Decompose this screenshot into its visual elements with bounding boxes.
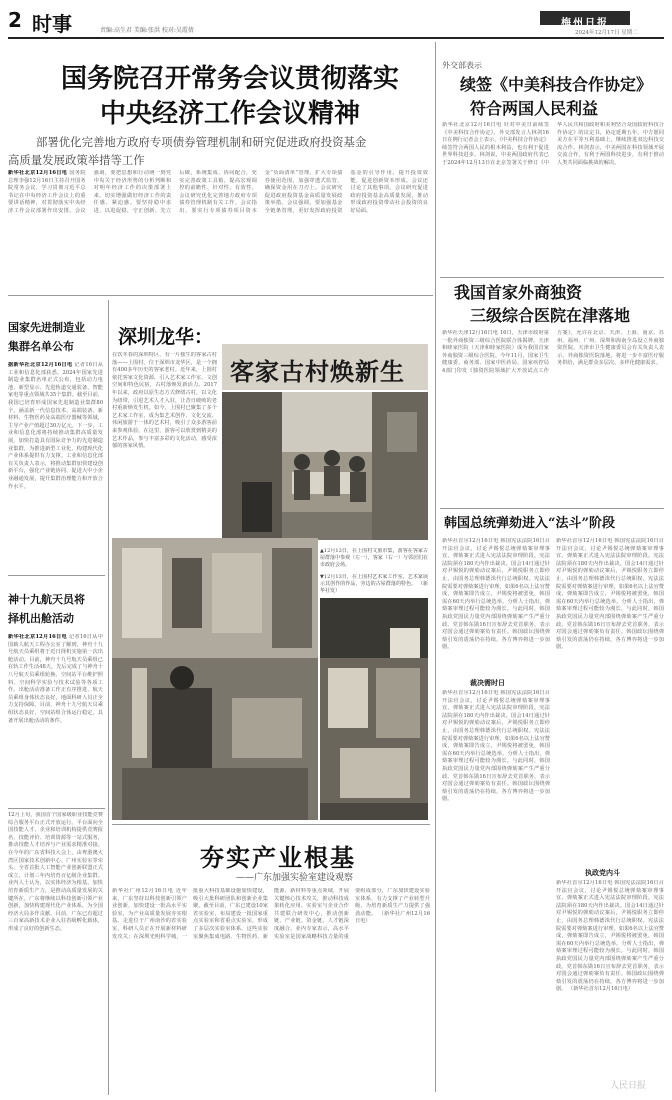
right-a-title-line1: 续签《中美科技合作协定》 bbox=[460, 75, 653, 94]
left-b-text: 记者16日从中国载人航天工程办公室了解到，神舟十九号航天员乘组将于近日择机实施第一次出舱活动。目前，神舟十九号航天员乘组已在轨工作生活48天，先后完成了与神舟十八号航天员乘组轮换、空间站平台维护照料、空间科学实验与技术试验等各项工作。出舱活动准备工作正有序推进，航天员乘组身体状态良好，地面科研人员正全力支持保障。目前，神舟十九号航天员乘组状态良好，空间站组合体运行稳定，具备开展出舱活动的条件。 bbox=[8, 634, 103, 724]
left-a-body bbox=[8, 362, 103, 572]
photo-gallery bbox=[320, 598, 428, 820]
shenzhen-bottom-rule bbox=[112, 824, 430, 825]
left-a-dateline: 据新华社北京12月16日电 bbox=[8, 362, 73, 368]
column-divider-main bbox=[435, 42, 436, 1092]
issue-date: 2024年12月17日 星期二 bbox=[575, 30, 638, 36]
left-b-title bbox=[8, 592, 103, 626]
section-name: 时事 bbox=[32, 12, 72, 36]
left-b-title-line2: 择机出舱活动 bbox=[8, 612, 74, 625]
right-a-text: 新华社北京12月16日电 针对中美日前续签《中美科技合作协定》，外交部发言人林剑16日在例行记者会上表示，《中美科技合作协定》续签符合两国人民的根本利益，也有利于促进世界科技进步。林剑说，中美两国政府代表已于2024年12月13日在北京签署关于修订《中华人民共和国政府和美利坚合众国政府科技合作协定》的议定书，协定延期五年。中方愿同美方在平等互利基础上，继续推进双边科技交流合作。林剑表示，中美两国在科技领域开展交流合作，有利于两国科技进步，有利于推动人类共同面临挑战的解决。 bbox=[442, 122, 664, 166]
left-b-dateline: 新华社北京12月16日电 bbox=[8, 634, 67, 640]
lead-bottom-rule bbox=[8, 295, 433, 296]
right-c-body-right2 bbox=[556, 880, 664, 1086]
column-divider-left bbox=[108, 300, 109, 1095]
shenzhen-caption1 bbox=[320, 548, 428, 574]
left-b-rule bbox=[8, 808, 105, 809]
shenzhen-credit: （新华社发） bbox=[320, 580, 428, 594]
left-a-rule bbox=[8, 575, 105, 576]
watermark: 人民日报 bbox=[610, 1081, 647, 1091]
right-c-text: 新华社首尔12月16日电 韩国宪法法院16日召开法官会议，讨论尹锡悦总统弹劾案审理事宜，弹劾案正式进入宪法法院审理阶段。宪法法院须在180天内作出裁决。国会14日通过针对尹锡悦的弹劾动议案后，尹锡悦职务立即停止，由国务总理韩德洙代行总统职权。宪法法院需要对弹劾案进行审理，如果6名以上法官赞成，弹劾案即告成立，尹锡悦将被罢免，韩国需在60天内举行总统选举。分析人士指出，弹劾案审理过程可能较为漫长。与此同时，韩国执政党国民力量党内部围绕弹劾案产生严重分歧。党首韩东勋16日宣布辞去党首职务，表示对国会通过弹劾案负有责任。韩国政坛围绕弹劾引发的震荡仍在持续，各方博弈将进一步加剧。 bbox=[442, 538, 550, 651]
lead-subtitle-line2: 高质量发展政策举措等工作 bbox=[8, 153, 145, 167]
paper-name: 梅州日报 bbox=[561, 18, 609, 29]
photo-studio bbox=[112, 538, 318, 820]
lead-title-line2: 中央经济工作会议精神 bbox=[99, 99, 360, 129]
left-a-text: 记者16日从工业和信息化部获悉，2024年国家先进制造业集群名单正式公布，包括动力电池、新型显示、先进轨道交通装备、智能家电等重点领域共35个集群。截至目前，我国已培育形成国家先进制造业集群80个，涵盖新一代信息技术、高端装备、新材料、生物医药及高端医疗器械等领域，主导产业产值超过30万亿元。下一步，工业和信息化部将持续推动集群高质量发展，加快打造具有国际竞争力的先进制造业集群，为推进新型工业化、构建现代化产业体系提供有力支撑。工业和信息化部有关负责人表示，将推动集群加快建设创新平台，强化产业链协同，促进大中小企业融通发展，提升集群治理能力和开放合作水平。 bbox=[8, 362, 103, 490]
right-a-body bbox=[442, 122, 664, 272]
shenzhen-text: 在饮冬春的深圳特区，有一片独生的客家古村落——上围村。位于深圳市龙华区，是一个拥有400多年历史的客家老村。近年来，上围村依托客家文化资源，引入艺术家工作室、文创空间和特色民宿，古村落焕发新活力。2017年以来，政府以原生态方式修缮古村，以文化为纽带，引进艺术人才入驻，让昔日破败的老村重新焕发生机。如今，上围村已聚集了多个艺术家工作室，成为集艺术创作、文化交流、休闲旅游于一体的艺术村，吸引了众多游客前来参观体验。在这里，游客可以欣赏到精美的艺术作品，参与丰富多彩的文化活动，感受浓郁的客家风情。 bbox=[112, 352, 217, 450]
shenzhen-label: 深圳龙华： bbox=[118, 326, 214, 348]
left-c-body bbox=[8, 812, 103, 1094]
right-c-credit: （新华社首尔12月16日电） bbox=[568, 986, 634, 993]
feature-body bbox=[112, 888, 430, 1093]
photo-gallery-art bbox=[320, 598, 428, 820]
photo-courtyard bbox=[222, 392, 428, 540]
right-c-text-3: 新华社首尔12月16日电 韩国宪法法院16日召开法官会议，讨论尹锡悦总统弹劾案审理事宜，弹劾案正式进入宪法法院审理阶段。宪法法院须在180天内作出裁决。国会14日通过针对尹锡悦的弹劾动议案后，尹锡悦职务立即停止，由国务总理韩德洙代行总统职权。宪法法院需要对弹劾案进行审理，如果6名以上法官赞成，弹劾案即告成立，尹锡悦将被罢免，韩国需在60天内举行总统选举。分析人士指出，弹劾案审理过程可能较为漫长。与此同时，韩国执政党国民力量党内部围绕弹劾案产生严重分歧。党首韩东勋16日宣布辞去党首职务，表示对国会通过弹劾案负有责任。韩国政坛围绕弹劾引发的震荡仍在持续，各方博弈将进一步加剧。 bbox=[556, 538, 664, 651]
feature-text: 新华社广州12月16日电 近年来，广东坚持以科技创新引领产业创新，加快建设一批高水平实验室，为产业高质量发展夯实根基。走进位于广州南沙的省实验室，科研人员正在开展新材料研发攻关；在深圳光明科学城，一批重大科技基础设施加快建设，吸引大批科研团队和创新企业集聚。截至目前，广东已建设10家省实验室，布局建设一批国家重点实验室和省重点实验室，形成了多层次实验室体系。这些实验室聚焦集成电路、生物医药、新能源、新材料等重点领域，开展关键核心技术攻关，推动科技成果转化应用。实验室与企业合作共建联合研发中心，推动创新链、产业链、资金链、人才链深度融合。业内专家表示，高水平实验室是国家战略科技力量的重要组成部分，广东加快建设实验室体系，有力支撑了产业转型升级，为培育新质生产力提供了强劲动能。 bbox=[112, 888, 430, 940]
shenzhen-caption2 bbox=[320, 574, 428, 596]
right-c-body-left bbox=[442, 538, 550, 670]
lead-body-text: 国务院总理李强12月16日主持召开国务院常务会议，学习贯彻习近平总书记在中央经济工作会议上的重要讲话精神，对贯彻落实中央经济工作会议部署作出安排。会议强调，要把思想和行动统一到党中央关于经济形势的分析判断和对明年经济工作的决策部署上来，切实增强做好经济工作的责任感、紧迫感。要坚持稳中求进、以进促稳，守正创新、先立后破，系统集成、协同配合，充实完善政策工具箱，提高宏观调控的前瞻性、针对性、有效性。会议研究优化完善地方政府专项债券管理机制有关工作。会议指出，要实行专项债券项目资本金“负面清单”管理，扩大专项债券使用范围，加强穿透式监管，确保资金用在刀刃上。会议研究促进政府投资基金高质量发展政策举措。会议强调，要加强基金全链条管理，更好发挥政府投资基金的引导作用，提升投资效能，促进创新资本形成。会议还讨论了其他事项。会议研究促进政府投资基金高质量发展，推动形成政府投资带动社会投资的良好局面。 bbox=[8, 170, 428, 214]
right-a-kicker: 外交部表示 bbox=[442, 61, 482, 70]
right-b-rule bbox=[440, 508, 664, 509]
feature-credit: （新华社广州12月16日电） bbox=[355, 910, 430, 925]
left-a-title bbox=[8, 320, 103, 354]
feature-title: 夯实产业根基 bbox=[200, 843, 356, 872]
right-c-section-head: 裁决需时日 bbox=[470, 678, 505, 687]
left-b-title-line1: 神十九航天员将 bbox=[8, 593, 85, 606]
right-c-title: 韩国总统弹劾进入“法斗”阶段 bbox=[444, 516, 615, 531]
lead-dateline: 新华社北京12月16日电 bbox=[8, 170, 68, 176]
right-a-title-line2: 符合两国人民利益 bbox=[470, 99, 599, 118]
photo-studio-art bbox=[112, 538, 318, 820]
lead-subtitle-line1: 部署优化完善地方政府专项债券管理机制和研究促进政府投资基金 bbox=[36, 135, 367, 149]
right-c-text-4: 新华社首尔12月16日电 韩国宪法法院16日召开法官会议，讨论尹锡悦总统弹劾案审理事宜，弹劾案正式进入宪法法院审理阶段。宪法法院须在180天内作出裁决。国会14日通过针对尹锡悦的弹劾动议案后，尹锡悦职务立即停止，由国务总理韩德洙代行总统职权。宪法法院需要对弹劾案进行审理，如果6名以上法官赞成，弹劾案即告成立，尹锡悦将被罢免，韩国需在60天内举行总统选举。分析人士指出，弹劾案审理过程可能较为漫长。与此同时，韩国执政党国民力量党内部围绕弹劾案产生严重分歧。党首韩东勋16日宣布辞去党首职务，表示对国会通过弹劾案负有责任。韩国政坛围绕弹劾引发的震荡仍在持续，各方博弈将进一步加剧。 bbox=[556, 880, 664, 993]
staff-line: 责编:高生君 美编:张洪 校对:吴霞倩 bbox=[100, 27, 194, 34]
lead-title-line1: 国务院召开常务会议贯彻落实 bbox=[60, 64, 399, 94]
header-rule bbox=[8, 37, 664, 39]
photo-courtyard-art bbox=[222, 392, 428, 540]
feature-subtitle: ——广东加强实验室建设观察 bbox=[236, 873, 354, 883]
paper-masthead bbox=[540, 11, 630, 29]
right-b-title-line1: 我国首家外商独资 bbox=[454, 283, 583, 302]
right-c-section2-head: 执政党内斗 bbox=[585, 868, 620, 877]
right-c-text-2: 新华社首尔12月16日电 韩国宪法法院16日召开法官会议，讨论尹锡悦总统弹劾案审理事宜，弹劾案正式进入宪法法院审理阶段。宪法法院须在180天内作出裁决。国会14日通过针对尹锡悦的弹劾动议案后，尹锡悦职务立即停止，由国务总理韩德洙代行总统职权。宪法法院需要对弹劾案进行审理，如果6名以上法官赞成，弹劾案即告成立，尹锡悦将被罢免，韩国需在60天内举行总统选举。分析人士指出，弹劾案审理过程可能较为漫长。与此同时，韩国执政党国民力量党内部围绕弹劾案产生严重分歧。党首韩东勋16日宣布辞去党首职务，表示对国会通过弹劾案负有责任。韩国政坛围绕弹劾引发的震荡仍在持续，各方博弈将进一步加剧。 bbox=[442, 690, 550, 803]
shenzhen-caption2-text: ▼12月13日，在上围村艺术家工作室，艺术家展示其创作的作品，旁边的古屋群落的特色。 bbox=[320, 574, 428, 587]
right-b-body bbox=[442, 330, 664, 502]
left-a-title-line2: 集群名单公布 bbox=[8, 340, 74, 353]
shenzhen-body bbox=[112, 352, 217, 534]
right-b-text: 新华社天津12月16日电 16日，天津市政府第一批外商独资三级综合医院联合体揭牌。天津和睦家医院（天津和睦家医院）成为我国首家外商独资三级综合医院。今年11月，国家卫生健康委、商务部、国家中医药局、国家疾控局4部门印发《独资医院领域扩大开放试点工作方案》，允许在北京、天津、上海、南京、苏州、福州、广州、深圳和海南全岛设立外商独资医院。天津市卫生健康委员会有关负责人表示，外商独资医院落地，将进一步丰富医疗服务供给，满足群众多层次、多样化健康需求。 bbox=[442, 330, 664, 374]
lead-body bbox=[8, 170, 428, 290]
shenzhen-headline: 客家古村焕新生 bbox=[230, 357, 405, 386]
page-number: 2 bbox=[8, 8, 22, 32]
shenzhen-caption1-text: ▲12月13日，在上围村文旅市集，游客在客家古屋群落中参观（左一），客家（右一）与邻居们在市政府会场。 bbox=[320, 548, 428, 568]
left-b-body bbox=[8, 634, 103, 804]
left-c-text: 12月上旬，我国首个国家级职业技能竞赛综合服务平台正式开放运行。平台面向全国技能人才、企业和培训机构提供竞赛报名、技能评价、培训资源等一站式服务，推动技能人才培养与产业需求精准对接。在今年的广东省科技大会上，由粤港澳大湾区国家技术创新中心、广州实验室等牵头，全省首批人工智能产业创新联盟正式成立，计划三年内培育百亿级企业集群。业内人士认为，以实体经济为根基，加快培育新质生产力，是推动高质量发展的关键所在。广东将继续以科技创新引领产业创新，加快构建现代化产业体系，为全国经济大局多作贡献。目前，广东已有超过三百家高新技术企业入驻省级孵化载体，形成了良好的创新生态。 bbox=[8, 812, 103, 932]
page-header bbox=[0, 0, 672, 40]
shenzhen-headline-banner bbox=[222, 344, 428, 390]
left-a-title-line1: 国家先进制造业 bbox=[8, 321, 85, 334]
right-c-body-right bbox=[556, 538, 664, 858]
right-c-body-left2 bbox=[442, 690, 550, 1094]
right-b-title-line2: 三级综合医院在津落地 bbox=[470, 306, 631, 325]
right-a-rule bbox=[440, 277, 664, 278]
